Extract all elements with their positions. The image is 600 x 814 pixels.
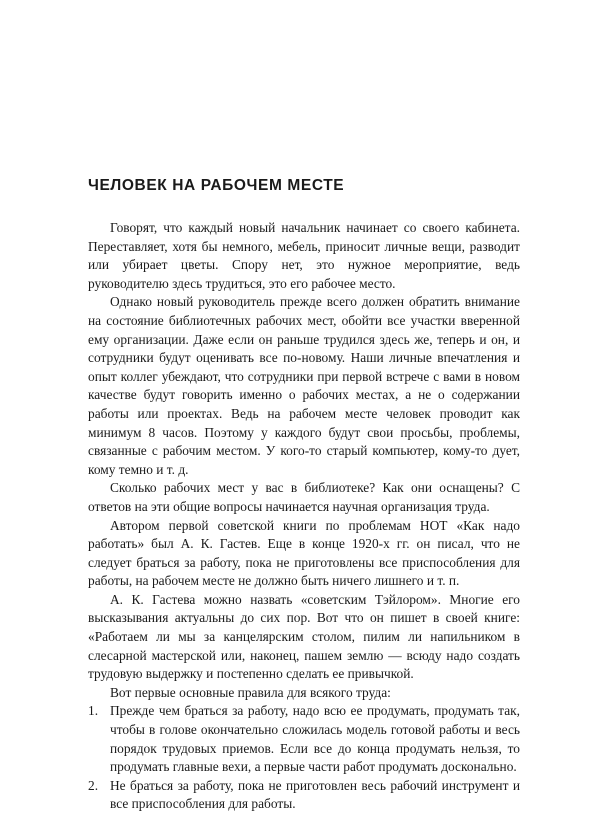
rules-list <box>88 702 520 814</box>
list-item-number: 1. <box>88 703 99 719</box>
paragraph: А. К. Гастева можно назвать «советским Тэйлором». Многие его высказывания актуальны до сих пор. Вот что он пишет в своей книге: «Работаем ли мы за канцелярским столом, пилим ли напильником в слесарной мастерской или, наконец, пашем землю — всюду надо создать трудовую выдержку и постепенно сделать ее привычкой. <box>88 591 520 682</box>
list-item-text: Не браться за работу, пока не приготовлен весь рабочий инструмент и все приспособления для работы. <box>110 777 520 812</box>
paragraph: Говорят, что каждый новый начальник начинает со своего кабинета. Переставляет, хотя бы немного, мебель, приносит личные вещи, разводит или убирает цветы. Спору нет, это нужное мероприятие, ведь руководителю здесь трудиться, это его рабочее место. <box>88 220 520 291</box>
paragraph: Сколько рабочих мест у вас в библиотеке? Как они оснащены? С ответов на эти общие вопросы начинается научная организация труда. <box>88 480 520 514</box>
list-item-number: 2. <box>88 777 99 793</box>
body-text <box>88 219 520 814</box>
section-heading: ЧЕЛОВЕК НА РАБОЧЕМ МЕСТЕ <box>88 177 345 194</box>
list-item <box>88 702 520 776</box>
paragraph: Однако новый руководитель прежде всего должен обратить внимание на состояние библиотечных рабочих мест, обойти все участки вверенной ему организации. Даже если он раньше трудился здесь же, теперь и он, и сотрудники будут оценивать все по-новому. Наши личные впечатления и опыт коллег убеждают, что сотрудники при первой встрече с вами в новом качестве будут говорить именно о рабочих местах, а не о содержании работы или проектах. Ведь на рабочем месте человек проводит как минимум 8 часов. Поэтому у каждого будут свои просьбы, проблемы, связанные с рабочим местом. У кого-то старый компьютер, кому-то дует, кому темно и т. д. <box>88 294 520 477</box>
list-item-text: Прежде чем браться за работу, надо всю ее продумать, продумать так, чтобы в голове окончательно сложилась модель готовой работы и весь порядок трудовых приемов. Если все до конца продумать нельзя, то продумать главные вехи, а первые части работ продумать досконально. <box>110 703 520 775</box>
paragraph: Автором первой советской книги по проблемам НОТ «Как надо работать» был А. К. Гастев. Еще в конце 1920-х гг. он писал, что не следует браться за работу, пока не приготовлены все приспособления для работы, на рабочем месте не должно быть ничего лишнего и т. п. <box>88 517 520 589</box>
list-item <box>88 777 520 814</box>
paragraph: Вот первые основные правила для всякого труда: <box>110 684 391 700</box>
